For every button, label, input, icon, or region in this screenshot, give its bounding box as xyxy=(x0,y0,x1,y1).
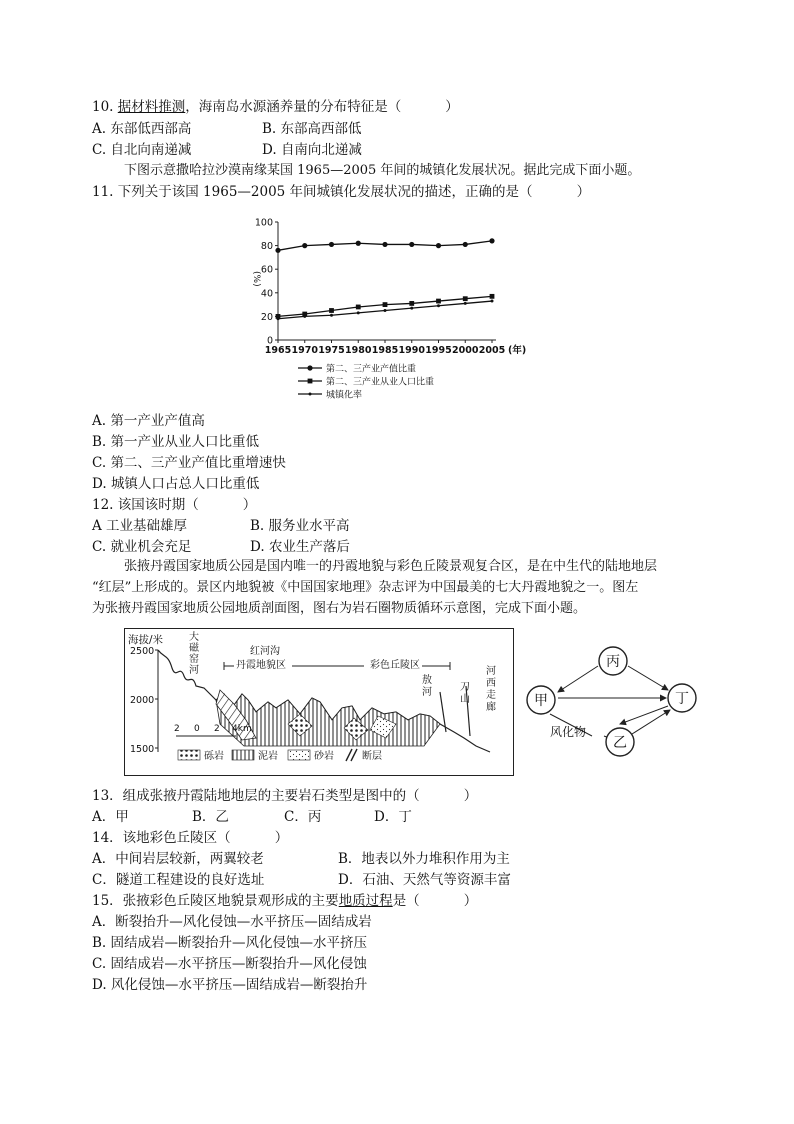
x-axis-label: (年) xyxy=(508,345,527,356)
scale-label: 2 xyxy=(174,724,180,734)
q15-stem xyxy=(92,892,477,910)
q10-option-c[interactable] xyxy=(92,141,191,159)
q13-option-a[interactable] xyxy=(92,808,129,826)
legend-swatch-mudstone xyxy=(232,750,254,760)
option-key: A. xyxy=(92,413,107,429)
q13-stem xyxy=(92,787,477,805)
series-point-1 xyxy=(383,302,388,307)
option-key: C. xyxy=(92,455,107,471)
q10-option-d[interactable] xyxy=(262,141,362,159)
q11-option-c[interactable] xyxy=(92,454,286,472)
legend-swatch-sandstone xyxy=(288,750,310,760)
option-text: 中间岩层较新，两翼较老 xyxy=(115,851,264,867)
option-key: B. xyxy=(92,434,107,450)
q11-option-b[interactable] xyxy=(92,433,259,451)
series-point-1 xyxy=(356,305,361,310)
series-point-2 xyxy=(330,314,333,317)
q10-number: 10. xyxy=(92,99,114,115)
series-point-1 xyxy=(436,299,441,304)
q12-stem xyxy=(92,496,256,514)
option-text: 石油、天然气等资源丰富 xyxy=(362,872,511,888)
x-tick-label: 2000 xyxy=(452,345,479,356)
daoshan-label-char: 刀 xyxy=(460,682,470,693)
arrow-bing-to-jia xyxy=(558,666,598,692)
series-point-0 xyxy=(382,242,387,247)
rock-node-label: 乙 xyxy=(613,735,627,751)
option-key: D． xyxy=(338,872,363,888)
option-text: 地表以外力堆积作用为主 xyxy=(361,851,510,867)
option-text: 乙 xyxy=(215,809,229,825)
series-point-2 xyxy=(437,304,440,307)
q13-stem-text: 13．组成张掖丹霞陆地地层的主要岩石类型是图中的（ xyxy=(92,788,420,804)
option-text: 丙 xyxy=(307,809,322,825)
q10-stem-underlined: 据材料推测 xyxy=(117,99,186,115)
option-key: A． xyxy=(92,809,116,825)
x-tick-label: 1965 xyxy=(264,345,292,356)
x-tick-label: 1990 xyxy=(398,345,425,356)
q13-option-b[interactable] xyxy=(192,808,229,826)
series-point-0 xyxy=(329,242,334,247)
series-point-0 xyxy=(356,241,361,246)
x-tick-label: 1980 xyxy=(345,345,372,356)
rock-cycle-diagram xyxy=(520,636,720,766)
rock-node-label: 甲 xyxy=(534,693,548,709)
option-key: B. xyxy=(250,518,265,534)
series-point-2 xyxy=(303,315,306,318)
y-tick-label: 60 xyxy=(260,264,273,276)
option-text: 第一产业产值高 xyxy=(110,413,205,429)
option-key: B. xyxy=(262,121,277,137)
legend-label-0: 第二、三产业产值比重 xyxy=(326,364,417,375)
series-point-2 xyxy=(357,311,360,314)
q15-stem-text: 15．张掖彩色丘陵区地貌景观形成的主要 xyxy=(92,893,339,909)
option-key: B. xyxy=(92,935,107,951)
scale-label: 4km xyxy=(232,724,252,734)
profile-ytick: 1500 xyxy=(130,744,155,755)
series-point-1 xyxy=(463,296,468,301)
q15-paren: ） xyxy=(463,893,478,909)
q13-option-d[interactable] xyxy=(374,808,412,826)
option-text: 就业机会充足 xyxy=(110,539,192,555)
option-key: B． xyxy=(338,851,362,867)
zhangye-intro-line-1: 张掖丹霞国家地质公园是国内唯一的丹霞地貌与彩色丘陵景观复合区，是在中生代的陆地地层 xyxy=(124,559,658,574)
rock-node-label: 丙 xyxy=(606,654,620,670)
hexi-label-char: 走 xyxy=(486,690,496,701)
option-text: 第二、三产业产值比重增速快 xyxy=(110,455,286,471)
option-key: B． xyxy=(192,809,216,825)
x-tick-label: 1970 xyxy=(291,345,318,356)
option-text: 服务业水平高 xyxy=(268,518,350,534)
series-point-0 xyxy=(409,242,414,247)
q15-option-a[interactable] xyxy=(92,913,372,931)
q14-stem-text: 14．该地彩色丘陵区（ xyxy=(92,830,231,846)
y-tick-label: 20 xyxy=(260,311,273,323)
legend-label: 砂岩 xyxy=(314,751,334,762)
x-tick-label: 2005 xyxy=(478,345,506,356)
series-point-1 xyxy=(490,294,495,299)
zhangye-intro-line-2: “红层”上形成的。景区内地貌被《中国国家地理》杂志评为中国最美的七大丹霞地貌之一。图左 xyxy=(92,580,639,595)
y-tick-label: 40 xyxy=(260,288,273,300)
option-text: 东部高西部低 xyxy=(280,121,362,137)
scale-label: 2 xyxy=(214,724,220,734)
legend-label: 泥岩 xyxy=(258,751,278,762)
aohe-label-char: 敖 xyxy=(422,675,432,686)
aohe-label-char: 河 xyxy=(422,687,432,698)
option-text: 农业生产落后 xyxy=(268,539,350,555)
daoshan-label-char: 山 xyxy=(460,694,470,705)
option-key: D. xyxy=(92,476,107,492)
option-text: 断裂抬升—风化侵蚀—水平挤压—固结成岩 xyxy=(115,914,372,930)
q12-stem-text: 12. 该国该时期（ xyxy=(92,497,199,513)
option-key: D. xyxy=(262,142,277,158)
q12-option-d[interactable] xyxy=(250,538,350,556)
q11-stem xyxy=(92,183,590,201)
series-point-2 xyxy=(491,300,494,303)
q10-stem xyxy=(92,98,459,116)
q12-paren: ） xyxy=(242,497,257,513)
weathered-material-label: 风化物 xyxy=(550,725,587,739)
option-text: 固结成岩—断裂抬升—风化侵蚀—水平挤压 xyxy=(110,935,368,951)
q15-option-c[interactable] xyxy=(92,955,367,973)
q11-option-d[interactable] xyxy=(92,475,259,493)
option-key: C． xyxy=(284,809,308,825)
chart-intro: 下图示意撒哈拉沙漠南缘某国 1965—2005 年间的城镇化发展状况。据此完成下面小题。 xyxy=(124,163,641,178)
river-label-char: 大 xyxy=(189,632,199,643)
q10-stem-text: ，海南岛水源涵养量的分布特征是（ xyxy=(185,99,402,115)
legend-label: 砾岩 xyxy=(204,751,224,762)
hexi-label-char: 河 xyxy=(486,666,496,677)
legend-label: 断层 xyxy=(362,751,382,762)
q10-option-b[interactable] xyxy=(262,120,362,138)
region-label-hongheguo: 红河沟 xyxy=(250,646,280,657)
y-axis-label: (%) xyxy=(251,271,261,287)
q15-option-d[interactable] xyxy=(92,976,367,994)
option-key: A． xyxy=(92,914,116,930)
series-point-2 xyxy=(410,307,413,310)
series-point-2 xyxy=(464,302,467,305)
q15-option-b[interactable] xyxy=(92,934,367,952)
legend-marker-0 xyxy=(307,365,312,370)
option-key: C. xyxy=(92,142,107,158)
profile-ytick: 2000 xyxy=(130,695,155,706)
series-point-0 xyxy=(489,238,494,243)
q13-paren: ） xyxy=(463,788,478,804)
profile-ylabel: 海拔/米 xyxy=(128,634,164,646)
urbanization-chart xyxy=(240,210,540,400)
river-label-char: 窑 xyxy=(189,654,199,665)
q14-paren: ） xyxy=(274,830,289,846)
series-point-2 xyxy=(277,317,280,320)
series-point-1 xyxy=(409,301,414,306)
legend-marker-1 xyxy=(308,379,313,384)
option-key: A xyxy=(92,518,102,534)
q12-option-a[interactable] xyxy=(92,517,187,535)
option-text: 城镇人口占总人口比重低 xyxy=(110,476,260,492)
x-tick-label: 1985 xyxy=(371,345,399,356)
option-key: C. xyxy=(92,956,107,972)
series-point-2 xyxy=(384,309,387,312)
y-tick-label: 80 xyxy=(260,241,273,253)
river-label-char: 河 xyxy=(189,665,199,676)
option-key: C. xyxy=(92,539,107,555)
option-text: 甲 xyxy=(115,809,129,825)
option-text: 自北向南递减 xyxy=(110,142,192,158)
q10-paren: ） xyxy=(445,99,459,115)
legend-swatch-conglomerate xyxy=(178,750,200,760)
option-text: 自南向北递减 xyxy=(280,142,362,158)
arrow-yi-to-ding xyxy=(632,710,670,734)
q12-option-b[interactable] xyxy=(250,517,350,535)
region-label-danxia: 丹霞地貌区 xyxy=(236,660,286,671)
geologic-profile xyxy=(124,628,514,776)
region-label-hills: 彩色丘陵区 xyxy=(370,660,420,671)
q13-option-c[interactable] xyxy=(284,808,321,826)
option-key: A. xyxy=(92,121,107,137)
option-text: 丁 xyxy=(398,809,412,825)
series-point-0 xyxy=(436,243,441,248)
zhangye-intro-line-3: 为张掖丹霞国家地质公园地质剖面图，图右为岩石圈物质循环示意图，完成下面小题。 xyxy=(92,601,587,616)
q11-stem-text: 11. 下列关于该国 1965—2005 年间城镇化发展状况的描述，正确的是（ xyxy=(92,184,533,200)
river-label-char: 磁 xyxy=(189,643,199,654)
q14-option-c[interactable] xyxy=(92,871,264,889)
scale-label: 0 xyxy=(194,724,200,734)
option-key: D. xyxy=(250,539,265,555)
q14-stem xyxy=(92,829,288,847)
q10-option-a[interactable] xyxy=(92,120,191,138)
option-text: 第一产业从业人口比重低 xyxy=(110,434,260,450)
x-tick-label: 1975 xyxy=(318,345,345,356)
option-text: 工业基础雄厚 xyxy=(106,518,188,534)
x-tick-label: 1995 xyxy=(425,345,452,356)
y-tick-label: 0 xyxy=(266,335,273,347)
option-text: 风化侵蚀—水平挤压—固结成岩—断裂抬升 xyxy=(110,977,368,993)
legend-marker-2 xyxy=(309,393,312,396)
option-key: D. xyxy=(92,977,107,993)
series-point-0 xyxy=(302,243,307,248)
q12-option-c[interactable] xyxy=(92,538,191,556)
option-text: 固结成岩—水平挤压—断裂抬升—风化侵蚀 xyxy=(110,956,367,972)
arrow-ding-to-weathered xyxy=(620,706,668,724)
hexi-label-char: 廊 xyxy=(486,702,496,713)
series-point-0 xyxy=(463,242,468,247)
profile-ytick: 2500 xyxy=(130,646,155,657)
option-text: 隧道工程建设的良好选址 xyxy=(115,872,265,888)
legend-label-2: 城镇化率 xyxy=(326,390,363,400)
arrow-bing-to-ding xyxy=(628,666,668,690)
q14-option-a[interactable] xyxy=(92,850,264,868)
option-key: A． xyxy=(92,851,116,867)
q11-option-a[interactable] xyxy=(92,412,205,430)
option-text: 东部低西部高 xyxy=(110,121,192,137)
hexi-label-char: 西 xyxy=(486,678,496,689)
rock-node-label: 丁 xyxy=(675,691,689,707)
q14-option-d[interactable] xyxy=(338,871,511,889)
series-point-1 xyxy=(329,308,334,313)
legend-label-1: 第二、三产业从业人口比重 xyxy=(326,377,435,388)
q15-stem-underlined: 地质过程 xyxy=(338,893,393,909)
q15-stem-text-after: 是（ xyxy=(392,893,420,909)
option-key: C． xyxy=(92,872,116,888)
option-key: D． xyxy=(374,809,399,825)
q14-option-b[interactable] xyxy=(338,850,510,868)
q11-paren: ） xyxy=(576,184,591,200)
series-point-0 xyxy=(275,248,280,253)
y-tick-label: 100 xyxy=(254,217,273,229)
